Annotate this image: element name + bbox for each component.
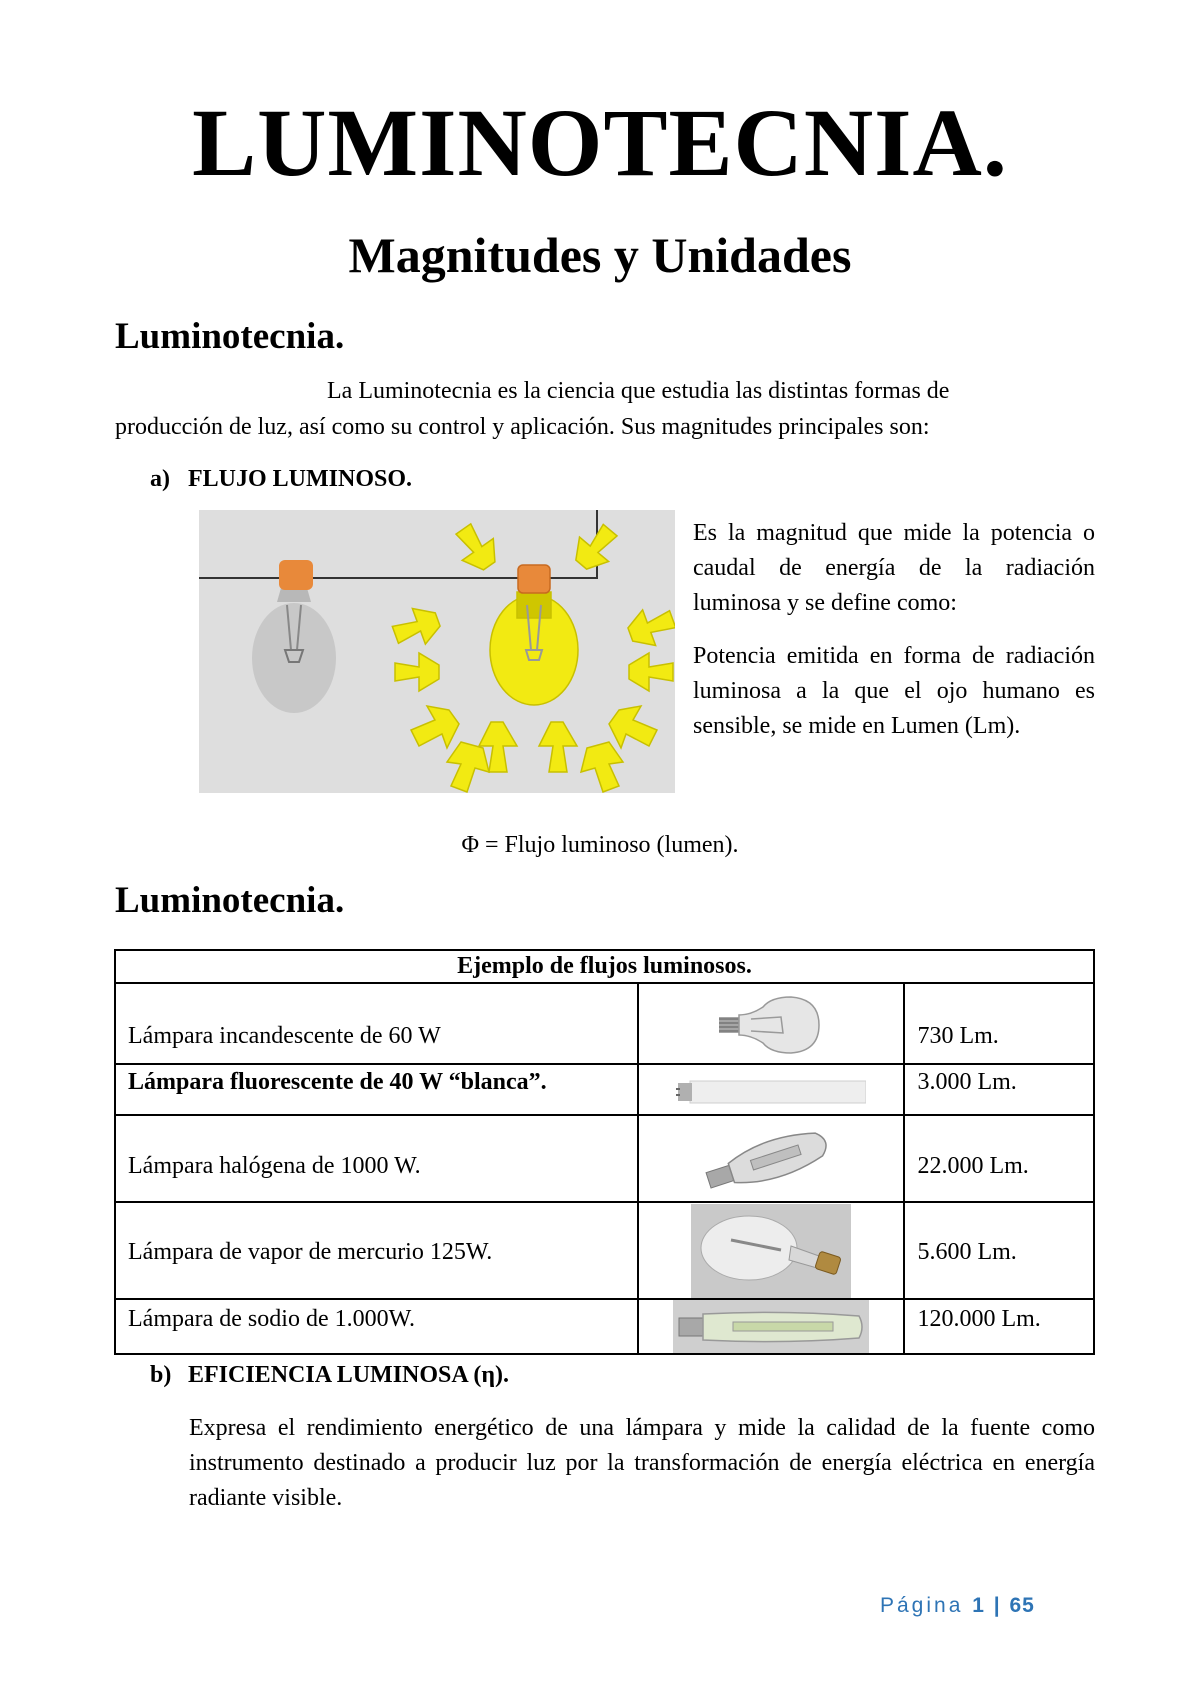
page-separator: | xyxy=(993,1594,1001,1617)
list-item-eficiencia-luminosa xyxy=(150,1362,509,1389)
efficiency-paragraph: Expresa el rendimiento energético de una lámpara y mide la calidad de la fuente como instrumento destinado a producir luz por la transformación de energía eléctrica en energía radiante visible. xyxy=(189,1415,1095,1511)
incandescent-bulb-icon xyxy=(711,989,831,1059)
flux-examples-table xyxy=(114,949,1095,1355)
halogen-lamp-icon xyxy=(701,1124,841,1194)
page-footer xyxy=(880,1594,1035,1618)
document-subtitle: Magnitudes y Unidades xyxy=(348,227,852,283)
lamp-name: Lámpara fluorescente de 40 W “blanca”. xyxy=(115,1064,638,1115)
lamp-image-cell xyxy=(638,1064,904,1115)
lamp-name: Lámpara de sodio de 1.000W. xyxy=(115,1299,638,1354)
table-row xyxy=(115,983,1094,1064)
section-heading-luminotecnia: Luminotecnia. xyxy=(115,316,345,357)
lamp-flux: 730 Lm. xyxy=(904,983,1094,1064)
lamp-name: Lámpara halógena de 1000 W. xyxy=(115,1115,638,1202)
lamp-name: Lámpara de vapor de mercurio 125W. xyxy=(115,1202,638,1299)
lamp-flux: 5.600 Lm. xyxy=(904,1202,1094,1299)
table-row xyxy=(115,1064,1094,1115)
intro-paragraph-first-line: La Luminotecnia es la ciencia que estudia las distintas formas de xyxy=(327,378,950,404)
list-label: b) xyxy=(150,1362,172,1388)
flux-definition-paragraph-1: Es la magnitud que mide la potencia o caudal de energía de la radiación luminosa y se define como: xyxy=(693,520,1095,616)
lamp-image-cell xyxy=(638,1202,904,1299)
list-label: a) xyxy=(150,466,170,492)
list-title: FLUJO LUMINOSO. xyxy=(188,466,413,492)
page-word: Página xyxy=(880,1594,964,1617)
intro-paragraph-rest: producción de luz, así como su control y aplicación. Sus magnitudes principales son: xyxy=(115,414,930,440)
mercury-vapor-lamp-icon xyxy=(691,1204,851,1298)
lamp-flux: 22.000 Lm. xyxy=(904,1115,1094,1202)
flux-definition-paragraph-2: Potencia emitida en forma de radiación luminosa a la que el ojo humano es sensible, se mide en Lumen (Lm). xyxy=(693,643,1095,739)
list-item-flujo-luminoso xyxy=(150,466,412,493)
table-row xyxy=(115,1299,1094,1354)
flux-definition xyxy=(693,516,1095,762)
table-header-row xyxy=(115,950,1094,983)
list-title: EFICIENCIA LUMINOSA (η). xyxy=(188,1362,509,1388)
table-header: Ejemplo de flujos luminosos. xyxy=(115,950,1094,983)
lamp-flux: 3.000 Lm. xyxy=(904,1064,1094,1115)
sodium-lamp-icon xyxy=(673,1300,869,1353)
table-row xyxy=(115,1115,1094,1202)
lamp-image-cell xyxy=(638,983,904,1064)
total-pages: 65 xyxy=(1009,1594,1035,1617)
table-row xyxy=(115,1202,1094,1299)
fluorescent-tube-icon xyxy=(676,1077,866,1107)
lamp-image-cell xyxy=(638,1115,904,1202)
page-number: 1 xyxy=(972,1594,985,1617)
luminous-flux-illustration xyxy=(199,510,675,793)
section-heading-luminotecnia-2: Luminotecnia. xyxy=(115,880,345,921)
flux-formula: Φ = Flujo luminoso (lumen). xyxy=(461,832,739,858)
lamp-image-cell xyxy=(638,1299,904,1354)
lamp-flux: 120.000 Lm. xyxy=(904,1299,1094,1354)
lamp-name: Lámpara incandescente de 60 W xyxy=(115,983,638,1064)
document-title: LUMINOTECNIA. xyxy=(192,89,1008,196)
